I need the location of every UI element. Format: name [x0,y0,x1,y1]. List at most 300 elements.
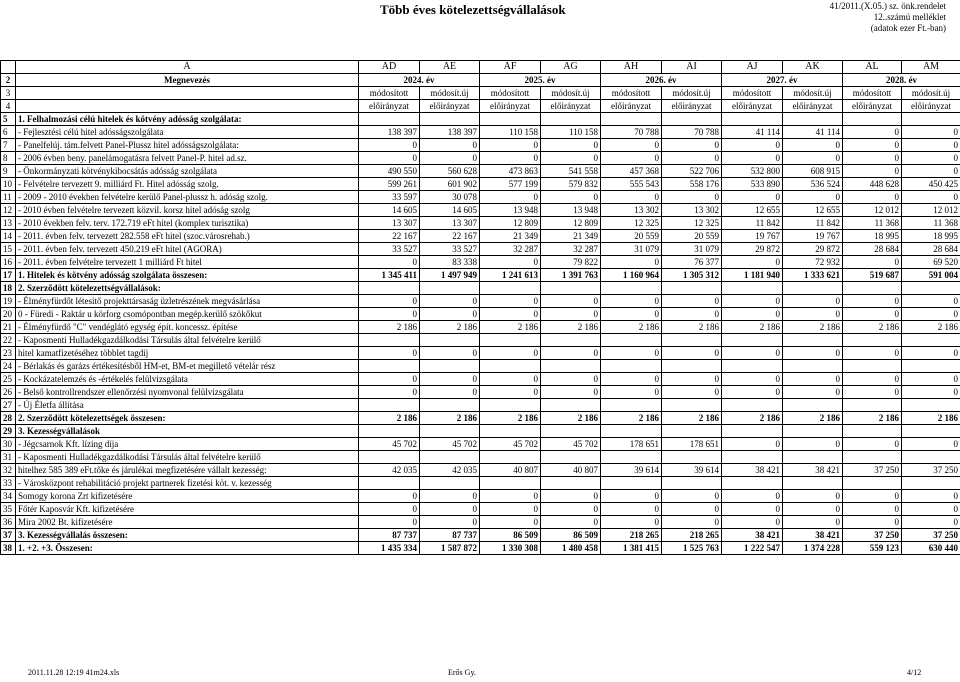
value-cell[interactable]: 28 684 [902,243,960,256]
value-cell[interactable]: 0 [359,347,420,360]
value-cell[interactable]: 579 832 [541,178,601,191]
value-cell[interactable]: 0 [662,490,722,503]
value-cell[interactable] [662,282,722,295]
value-cell[interactable] [843,113,902,126]
value-cell[interactable]: 0 [843,126,902,139]
value-cell[interactable] [359,334,420,347]
value-cell[interactable]: 13 948 [541,204,601,217]
value-cell[interactable]: 0 [601,503,662,516]
value-cell[interactable] [902,334,960,347]
value-cell[interactable]: 0 [843,438,902,451]
value-cell[interactable] [902,282,960,295]
value-cell[interactable]: 32 287 [541,243,601,256]
value-cell[interactable]: 12 012 [902,204,960,217]
value-cell[interactable]: 0 [783,191,843,204]
value-cell[interactable]: 0 [420,347,480,360]
value-cell[interactable]: 0 [902,308,960,321]
value-cell[interactable]: 1 435 334 [359,542,420,555]
row-label[interactable]: - Kaposmenti Hulladékgazdálkodási Társulás által felvételre kerülő [16,334,359,347]
value-cell[interactable]: 70 788 [601,126,662,139]
value-cell[interactable] [783,360,843,373]
row-label[interactable]: - Panelfelúj. tám.felvett Panel-Plussz hitel adósságszolgálata: [16,139,359,152]
value-cell[interactable]: 76 377 [662,256,722,269]
value-cell[interactable]: 0 [843,139,902,152]
value-cell[interactable] [601,334,662,347]
value-cell[interactable]: 560 628 [420,165,480,178]
value-cell[interactable]: 0 [541,347,601,360]
value-cell[interactable] [359,477,420,490]
column-header[interactable]: AF [480,61,541,74]
row-label[interactable]: - Bérlakás és garázs értékesítésből HM-et, BM-et megillető vételár rész [16,360,359,373]
value-cell[interactable]: 0 [420,139,480,152]
value-cell[interactable] [722,399,783,412]
value-cell[interactable]: 0 [662,386,722,399]
value-cell[interactable] [420,399,480,412]
value-cell[interactable] [359,282,420,295]
value-cell[interactable]: 0 [662,373,722,386]
value-cell[interactable] [480,399,541,412]
value-cell[interactable]: 87 737 [420,529,480,542]
value-cell[interactable]: 21 349 [480,230,541,243]
row-label[interactable]: 1. +2. +3. Összesen: [16,542,359,555]
value-cell[interactable]: 2 186 [662,412,722,425]
value-cell[interactable] [843,360,902,373]
value-cell[interactable]: 21 349 [541,230,601,243]
row-label[interactable]: 2. Szerződött kötelezettségek összesen: [16,412,359,425]
value-cell[interactable] [601,113,662,126]
row-label[interactable]: 0 - Füredi - Raktár u körforg csomópontban megép.kerülő szökőkut [16,308,359,321]
value-cell[interactable]: 608 915 [783,165,843,178]
value-cell[interactable] [420,425,480,438]
value-cell[interactable]: 0 [480,308,541,321]
value-cell[interactable]: 38 421 [783,464,843,477]
row-label[interactable]: hitel kamatfizetéséhez többlet tagdíj [16,347,359,360]
value-cell[interactable] [722,334,783,347]
value-cell[interactable]: 0 [359,516,420,529]
value-cell[interactable] [541,451,601,464]
value-cell[interactable]: 0 [480,516,541,529]
value-cell[interactable]: 86 509 [541,529,601,542]
value-cell[interactable]: 0 [902,191,960,204]
row-label[interactable]: Mira 2002 Bt. kifizetésére [16,516,359,529]
value-cell[interactable]: 0 [843,295,902,308]
value-cell[interactable] [722,113,783,126]
value-cell[interactable]: 2 186 [359,321,420,334]
value-cell[interactable] [843,282,902,295]
value-cell[interactable]: 0 [843,347,902,360]
value-cell[interactable]: 0 [541,386,601,399]
value-cell[interactable] [902,399,960,412]
value-cell[interactable]: 1 333 621 [783,269,843,282]
value-cell[interactable] [662,360,722,373]
value-cell[interactable]: 0 [722,490,783,503]
value-cell[interactable]: 2 186 [722,321,783,334]
value-cell[interactable]: 0 [843,490,902,503]
value-cell[interactable]: 0 [541,152,601,165]
value-cell[interactable] [480,477,541,490]
value-cell[interactable]: 0 [783,386,843,399]
value-cell[interactable]: 0 [601,152,662,165]
value-cell[interactable]: 0 [722,386,783,399]
value-cell[interactable]: 0 [902,386,960,399]
value-cell[interactable]: 38 421 [783,529,843,542]
value-cell[interactable]: 0 [722,152,783,165]
value-cell[interactable]: 31 079 [601,243,662,256]
value-cell[interactable]: 448 628 [843,178,902,191]
value-cell[interactable] [480,113,541,126]
value-cell[interactable] [783,477,843,490]
value-cell[interactable]: 0 [843,152,902,165]
value-cell[interactable] [843,334,902,347]
row-label[interactable]: Főtér Kaposvár Kft. kifizetésére [16,503,359,516]
value-cell[interactable]: 0 [783,373,843,386]
row-label[interactable]: - 2010 években felv. terv. 172.719 eFt hitel (komplex turisztika) [16,217,359,230]
value-cell[interactable] [902,451,960,464]
value-cell[interactable]: 0 [359,139,420,152]
value-cell[interactable]: 0 [480,139,541,152]
value-cell[interactable]: 110 158 [480,126,541,139]
value-cell[interactable]: 1 305 312 [662,269,722,282]
value-cell[interactable]: 33 527 [420,243,480,256]
value-cell[interactable]: 14 605 [420,204,480,217]
value-cell[interactable] [783,282,843,295]
value-cell[interactable]: 559 123 [843,542,902,555]
value-cell[interactable]: 0 [843,503,902,516]
value-cell[interactable]: 0 [843,165,902,178]
value-cell[interactable]: 0 [783,438,843,451]
value-cell[interactable] [783,399,843,412]
value-cell[interactable]: 577 199 [480,178,541,191]
value-cell[interactable]: 0 [662,308,722,321]
value-cell[interactable]: 0 [601,308,662,321]
value-cell[interactable] [541,399,601,412]
row-label[interactable]: - 2011. évben felv. tervezett 282.558 eFt hitel (szoc.városrehab.) [16,230,359,243]
value-cell[interactable]: 0 [541,139,601,152]
value-cell[interactable]: 0 [601,295,662,308]
value-cell[interactable]: 37 250 [902,464,960,477]
value-cell[interactable]: 519 687 [843,269,902,282]
value-cell[interactable]: 0 [601,347,662,360]
value-cell[interactable]: 1 160 964 [601,269,662,282]
value-cell[interactable]: 2 186 [843,412,902,425]
value-cell[interactable] [902,425,960,438]
value-cell[interactable]: 29 872 [783,243,843,256]
value-cell[interactable] [843,451,902,464]
value-cell[interactable]: 0 [662,152,722,165]
value-cell[interactable]: 0 [480,386,541,399]
value-cell[interactable] [541,477,601,490]
row-label[interactable]: - Fejlesztési célú hitel adósságszolgálata [16,126,359,139]
value-cell[interactable]: 1 241 613 [480,269,541,282]
row-label[interactable]: - Kaposmenti Hulladékgazdálkodási Társulás által felvételre kerülő [16,451,359,464]
value-cell[interactable]: 0 [902,152,960,165]
value-cell[interactable]: 11 368 [902,217,960,230]
value-cell[interactable]: 13 307 [359,217,420,230]
value-cell[interactable]: 0 [601,490,662,503]
value-cell[interactable]: 178 651 [601,438,662,451]
value-cell[interactable] [480,282,541,295]
value-cell[interactable]: 0 [662,503,722,516]
row-label[interactable]: - Élményfürdő "C" vendéglátó egység épít. koncessz. építése [16,321,359,334]
value-cell[interactable]: 0 [783,152,843,165]
column-header[interactable]: AK [783,61,843,74]
value-cell[interactable]: 2 186 [541,321,601,334]
value-cell[interactable]: 86 509 [480,529,541,542]
value-cell[interactable]: 0 [420,386,480,399]
row-label[interactable]: - 2009 - 2010 években felvételre kerülő Panel-plussz h. adóság szolg. [16,191,359,204]
value-cell[interactable]: 0 [601,139,662,152]
value-cell[interactable] [843,425,902,438]
row-label[interactable]: - Új Életfa állítása [16,399,359,412]
value-cell[interactable] [420,451,480,464]
value-cell[interactable]: 2 186 [902,412,960,425]
value-cell[interactable]: 13 302 [662,204,722,217]
value-cell[interactable]: 532 800 [722,165,783,178]
value-cell[interactable]: 0 [359,308,420,321]
row-label[interactable]: 3. Kezességvállalások [16,425,359,438]
value-cell[interactable]: 0 [902,490,960,503]
value-cell[interactable]: 0 [722,373,783,386]
value-cell[interactable]: 0 [359,373,420,386]
value-cell[interactable]: 0 [541,490,601,503]
value-cell[interactable]: 0 [783,308,843,321]
value-cell[interactable]: 41 114 [783,126,843,139]
value-cell[interactable]: 0 [480,295,541,308]
value-cell[interactable]: 2 186 [480,412,541,425]
value-cell[interactable]: 30 078 [420,191,480,204]
value-cell[interactable]: 70 788 [662,126,722,139]
value-cell[interactable]: 0 [420,295,480,308]
value-cell[interactable]: 0 [902,295,960,308]
value-cell[interactable]: 178 651 [662,438,722,451]
value-cell[interactable]: 0 [843,386,902,399]
value-cell[interactable] [480,425,541,438]
value-cell[interactable]: 0 [902,139,960,152]
column-header[interactable]: AJ [722,61,783,74]
value-cell[interactable] [601,477,662,490]
value-cell[interactable] [783,113,843,126]
value-cell[interactable]: 39 614 [662,464,722,477]
value-cell[interactable]: 33 527 [359,243,420,256]
value-cell[interactable] [662,113,722,126]
value-cell[interactable]: 13 948 [480,204,541,217]
value-cell[interactable]: 2 186 [722,412,783,425]
value-cell[interactable]: 0 [480,152,541,165]
value-cell[interactable]: 2 186 [541,412,601,425]
value-cell[interactable]: 0 [541,516,601,529]
value-cell[interactable]: 0 [359,386,420,399]
value-cell[interactable]: 0 [662,347,722,360]
value-cell[interactable]: 0 [722,295,783,308]
value-cell[interactable]: 0 [420,503,480,516]
value-cell[interactable]: 1 587 872 [420,542,480,555]
value-cell[interactable]: 40 807 [541,464,601,477]
value-cell[interactable]: 0 [722,191,783,204]
value-cell[interactable]: 13 302 [601,204,662,217]
value-cell[interactable] [662,425,722,438]
row-label[interactable]: 3. Kezességvállalás összesen: [16,529,359,542]
value-cell[interactable]: 45 702 [541,438,601,451]
value-cell[interactable] [480,334,541,347]
value-cell[interactable]: 12 325 [601,217,662,230]
value-cell[interactable]: 0 [722,503,783,516]
value-cell[interactable]: 0 [783,347,843,360]
row-label[interactable]: - Jégcsarnok Kft. lízing díja [16,438,359,451]
value-cell[interactable] [541,113,601,126]
value-cell[interactable]: 0 [843,516,902,529]
row-label[interactable]: - 2010 évben felvételre tervezett közvil. korsz hitel adóság szolg [16,204,359,217]
value-cell[interactable]: 2 186 [359,412,420,425]
value-cell[interactable] [902,113,960,126]
value-cell[interactable]: 490 550 [359,165,420,178]
value-cell[interactable]: 12 655 [722,204,783,217]
value-cell[interactable]: 83 338 [420,256,480,269]
value-cell[interactable]: 45 702 [359,438,420,451]
value-cell[interactable]: 69 520 [902,256,960,269]
value-cell[interactable]: 42 035 [420,464,480,477]
value-cell[interactable] [722,425,783,438]
value-cell[interactable]: 45 702 [480,438,541,451]
column-header[interactable]: A [16,61,359,74]
value-cell[interactable]: 457 368 [601,165,662,178]
value-cell[interactable]: 0 [541,308,601,321]
value-cell[interactable]: 2 186 [480,321,541,334]
value-cell[interactable]: 0 [722,256,783,269]
value-cell[interactable]: 2 186 [662,321,722,334]
value-cell[interactable]: 110 158 [541,126,601,139]
value-cell[interactable]: 45 702 [420,438,480,451]
value-cell[interactable]: 0 [480,373,541,386]
value-cell[interactable]: 522 706 [662,165,722,178]
value-cell[interactable]: 0 [480,347,541,360]
value-cell[interactable]: 1 480 458 [541,542,601,555]
row-label[interactable]: 1. Felhalmozási célú hitelek és kötvény adósság szolgálata: [16,113,359,126]
value-cell[interactable]: 0 [722,347,783,360]
value-cell[interactable]: 0 [541,373,601,386]
value-cell[interactable]: 42 035 [359,464,420,477]
value-cell[interactable]: 11 368 [843,217,902,230]
value-cell[interactable]: 0 [902,165,960,178]
value-cell[interactable]: 0 [902,373,960,386]
value-cell[interactable] [843,477,902,490]
value-cell[interactable]: 2 186 [601,321,662,334]
value-cell[interactable] [601,399,662,412]
value-cell[interactable]: 0 [359,152,420,165]
value-cell[interactable]: 14 605 [359,204,420,217]
value-cell[interactable]: 1 497 949 [420,269,480,282]
value-cell[interactable] [783,451,843,464]
value-cell[interactable] [480,360,541,373]
value-cell[interactable] [359,451,420,464]
value-cell[interactable]: 2 186 [601,412,662,425]
value-cell[interactable]: 138 397 [420,126,480,139]
value-cell[interactable]: 0 [420,490,480,503]
row-label[interactable]: - Élményfürdőt létesítő projekttársaság üzletrészének megvásárlása [16,295,359,308]
value-cell[interactable]: 0 [541,191,601,204]
value-cell[interactable]: 0 [420,308,480,321]
value-cell[interactable]: 0 [843,373,902,386]
value-cell[interactable]: 1 222 547 [722,542,783,555]
value-cell[interactable]: 0 [541,503,601,516]
value-cell[interactable]: 533 890 [722,178,783,191]
value-cell[interactable] [480,451,541,464]
column-header[interactable]: AH [601,61,662,74]
value-cell[interactable]: 599 261 [359,178,420,191]
value-cell[interactable]: 22 167 [420,230,480,243]
value-cell[interactable]: 0 [359,295,420,308]
value-cell[interactable]: 0 [783,295,843,308]
row-label[interactable]: 1. Hitelek és kötvény adósság szolgálata összesen: [16,269,359,282]
value-cell[interactable]: 2 186 [843,321,902,334]
column-header[interactable]: AL [843,61,902,74]
value-cell[interactable] [601,282,662,295]
value-cell[interactable]: 536 524 [783,178,843,191]
value-cell[interactable]: 0 [601,191,662,204]
value-cell[interactable] [541,425,601,438]
value-cell[interactable]: 0 [902,503,960,516]
row-label[interactable]: Somogy korona Zrt kifizetésére [16,490,359,503]
value-cell[interactable] [420,282,480,295]
row-label[interactable]: - 2006 évben beny. panelámogatásra felvett Panel-P. hitel ad.sz. [16,152,359,165]
value-cell[interactable]: 0 [843,256,902,269]
value-cell[interactable]: 11 842 [722,217,783,230]
value-cell[interactable]: 0 [902,516,960,529]
column-header[interactable]: AD [359,61,420,74]
value-cell[interactable] [420,113,480,126]
value-cell[interactable]: 2 186 [783,321,843,334]
value-cell[interactable]: 0 [420,373,480,386]
value-cell[interactable]: 1 345 411 [359,269,420,282]
value-cell[interactable]: 591 004 [902,269,960,282]
value-cell[interactable]: 22 167 [359,230,420,243]
value-cell[interactable] [722,360,783,373]
value-cell[interactable]: 0 [480,490,541,503]
value-cell[interactable]: 19 767 [783,230,843,243]
value-cell[interactable] [601,451,662,464]
value-cell[interactable]: 0 [783,139,843,152]
value-cell[interactable]: 0 [480,503,541,516]
value-cell[interactable] [601,360,662,373]
value-cell[interactable]: 0 [480,256,541,269]
value-cell[interactable]: 12 809 [541,217,601,230]
value-cell[interactable]: 0 [420,516,480,529]
value-cell[interactable] [783,425,843,438]
value-cell[interactable]: 630 440 [902,542,960,555]
value-cell[interactable]: 72 932 [783,256,843,269]
value-cell[interactable]: 0 [783,503,843,516]
value-cell[interactable]: 0 [662,295,722,308]
value-cell[interactable]: 0 [902,126,960,139]
value-cell[interactable]: 0 [902,347,960,360]
row-label[interactable]: 2. Szerződött kötelezettségvállalások: [16,282,359,295]
value-cell[interactable]: 37 250 [843,464,902,477]
value-cell[interactable]: 0 [359,503,420,516]
value-cell[interactable]: 20 559 [601,230,662,243]
value-cell[interactable]: 0 [662,191,722,204]
value-cell[interactable]: 555 543 [601,178,662,191]
value-cell[interactable]: 1 330 308 [480,542,541,555]
value-cell[interactable]: 558 176 [662,178,722,191]
value-cell[interactable] [541,334,601,347]
row-label[interactable]: - 2011. évben felv. tervezett 450.219 eFt hitel (AGORA) [16,243,359,256]
value-cell[interactable]: 18 995 [843,230,902,243]
value-cell[interactable] [783,334,843,347]
value-cell[interactable]: 12 809 [480,217,541,230]
value-cell[interactable]: 0 [722,139,783,152]
value-cell[interactable]: 1 525 763 [662,542,722,555]
value-cell[interactable] [601,425,662,438]
value-cell[interactable]: 1 381 415 [601,542,662,555]
